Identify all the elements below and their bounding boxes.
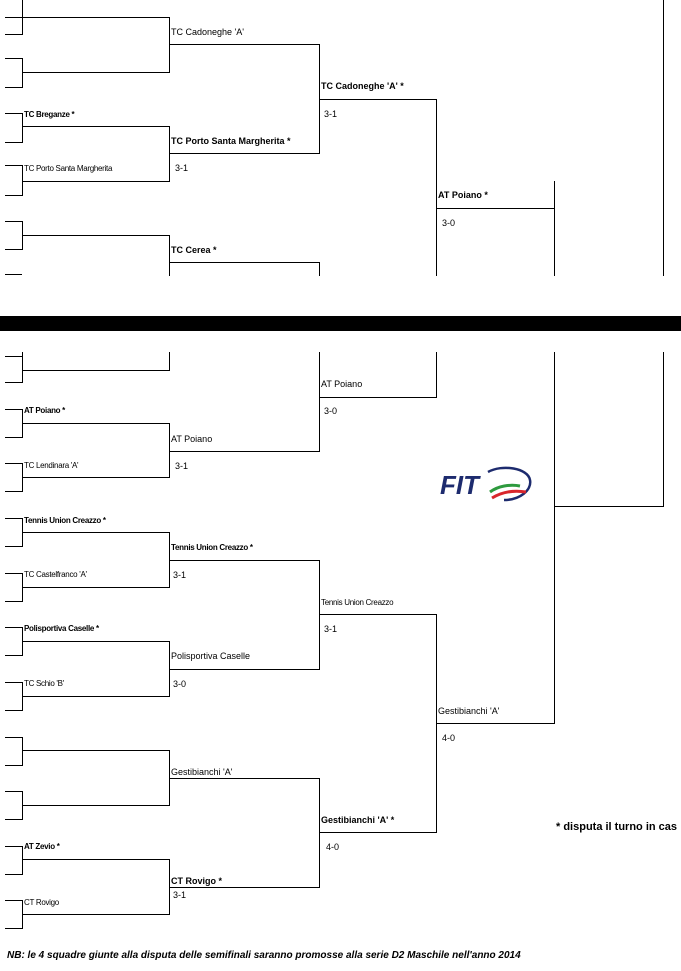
bracket-line bbox=[5, 195, 22, 196]
bracket-line bbox=[169, 352, 170, 371]
fit-logo-text: FIT bbox=[440, 470, 479, 500]
bracket-line bbox=[319, 397, 436, 398]
bracket-line bbox=[319, 262, 320, 276]
bracket-line bbox=[436, 723, 555, 724]
team-label: TC Cadoneghe 'A' * bbox=[321, 81, 404, 91]
match-score: 4-0 bbox=[326, 842, 340, 852]
team-label: Gestibianchi 'A' * bbox=[321, 815, 395, 825]
bracket-line bbox=[319, 560, 320, 670]
bracket-line bbox=[22, 750, 169, 751]
bracket-line bbox=[5, 682, 22, 683]
team-label: Gestibianchi 'A' bbox=[171, 767, 233, 777]
bracket-line bbox=[5, 791, 22, 792]
bracket-line bbox=[169, 126, 170, 182]
bracket-line bbox=[5, 737, 22, 738]
bracket-line bbox=[319, 99, 436, 100]
bracket-line bbox=[5, 437, 22, 438]
bracket-line bbox=[22, 477, 170, 478]
bracket-line bbox=[22, 352, 23, 383]
match-score: 3-0 bbox=[324, 406, 338, 416]
bracket-line bbox=[169, 262, 319, 263]
bracket-line bbox=[22, 126, 169, 127]
team-label: TC Porto Santa Margherita bbox=[24, 164, 113, 173]
bracket-line bbox=[663, 0, 664, 276]
bracket-line bbox=[22, 181, 170, 182]
bracket-line bbox=[436, 352, 437, 398]
match-score: 3-0 bbox=[173, 679, 187, 689]
team-label: AT Poiano * bbox=[438, 190, 488, 200]
bracket-line bbox=[169, 887, 320, 888]
bracket-line bbox=[22, 914, 170, 915]
bracket-line bbox=[22, 737, 23, 766]
team-label: Tennis Union Creazzo * bbox=[171, 543, 253, 552]
bracket-line bbox=[5, 900, 22, 901]
bracket-line bbox=[169, 44, 319, 45]
bracket-line bbox=[319, 832, 437, 833]
bracket-line bbox=[5, 58, 22, 59]
team-label: AT Poiano bbox=[321, 379, 363, 389]
bracket-line bbox=[22, 235, 169, 236]
bracket-line bbox=[5, 274, 22, 275]
bracket-line bbox=[22, 859, 169, 860]
bracket-line bbox=[169, 669, 320, 670]
team-label: Polisportiva Caselle bbox=[171, 651, 251, 661]
team-label: AT Poiano * bbox=[24, 406, 65, 415]
bracket-line bbox=[169, 778, 319, 779]
bracket-line bbox=[22, 805, 170, 806]
bracket-line bbox=[5, 17, 22, 18]
bracket-line bbox=[436, 208, 554, 209]
bracket-line bbox=[22, 641, 169, 642]
team-label: TC Schio 'B' bbox=[24, 679, 64, 688]
bracket-line bbox=[5, 546, 22, 547]
bracket-line bbox=[5, 142, 22, 143]
bracket-line bbox=[5, 518, 22, 519]
section-divider bbox=[0, 316, 681, 331]
bracket-line bbox=[5, 87, 22, 88]
bracket-line bbox=[22, 846, 23, 875]
bracket-line bbox=[5, 113, 22, 114]
team-label: TC Cerea * bbox=[171, 245, 217, 255]
bracket-line bbox=[22, 696, 170, 697]
team-label: AT Poiano bbox=[171, 434, 213, 444]
team-label: AT Zevio * bbox=[24, 842, 60, 851]
team-label: TC Porto Santa Margherita * bbox=[171, 136, 291, 146]
bracket-line bbox=[22, 532, 169, 533]
bracket-line bbox=[22, 58, 23, 88]
team-label: CT Rovigo bbox=[24, 898, 59, 907]
match-score: 4-0 bbox=[442, 733, 456, 743]
match-score: 3-1 bbox=[324, 624, 338, 634]
bracket-line bbox=[5, 249, 22, 250]
bracket-line bbox=[5, 382, 22, 383]
fit-logo bbox=[440, 466, 536, 506]
team-label: CT Rovigo * bbox=[171, 876, 222, 886]
bracket-line bbox=[22, 17, 169, 18]
bracket-line bbox=[5, 874, 22, 875]
bracket-line bbox=[169, 235, 170, 276]
bracket-line bbox=[22, 72, 170, 73]
bracket-line bbox=[436, 99, 437, 276]
bracket-line bbox=[22, 370, 170, 371]
bracket-line bbox=[5, 165, 22, 166]
bracket-line bbox=[319, 614, 436, 615]
bracket-line bbox=[169, 560, 319, 561]
team-label: Tennis Union Creazzo * bbox=[24, 516, 106, 525]
bracket-line bbox=[5, 928, 22, 929]
match-score: 3-1 bbox=[324, 109, 338, 119]
bracket-line bbox=[169, 451, 320, 452]
bracket-line bbox=[5, 627, 22, 628]
match-score: 3-0 bbox=[442, 218, 456, 228]
team-label: TC Breganze * bbox=[24, 110, 75, 119]
bracket-line bbox=[554, 352, 555, 724]
team-label: Polisportiva Caselle * bbox=[24, 624, 99, 633]
bracket-line bbox=[169, 17, 170, 73]
bracket-line bbox=[5, 463, 22, 464]
bracket-line bbox=[5, 34, 22, 35]
bracket-line bbox=[22, 113, 23, 143]
match-score: 3-1 bbox=[175, 163, 189, 173]
bracket-line bbox=[22, 587, 170, 588]
bracket-line bbox=[5, 409, 22, 410]
bracket-line bbox=[5, 710, 22, 711]
match-score: 3-1 bbox=[173, 890, 187, 900]
bracket-line bbox=[5, 819, 22, 820]
team-label: TC Cadoneghe 'A' bbox=[171, 27, 244, 37]
bracket-line bbox=[5, 655, 22, 656]
bracket-line bbox=[5, 356, 22, 357]
legend-note: * disputa il turno in cas bbox=[556, 821, 678, 833]
fit-logo-graphic bbox=[440, 466, 536, 506]
bracket-line bbox=[5, 573, 22, 574]
bracket-line bbox=[5, 846, 22, 847]
bracket-line bbox=[5, 765, 22, 766]
footer-note: NB: le 4 squadre giunte alla disputa delle semifinali saranno promosse alla serie D2 Maschile nell'anno 2014 bbox=[7, 950, 521, 961]
bracket-line bbox=[5, 491, 22, 492]
bracket-line bbox=[319, 352, 320, 452]
team-label: Gestibianchi 'A' bbox=[438, 706, 500, 716]
bracket-line bbox=[554, 506, 664, 507]
bracket-line bbox=[5, 601, 22, 602]
team-label: TC Castelfranco 'A' bbox=[24, 570, 87, 579]
bracket-line bbox=[5, 221, 22, 222]
team-label: TC Lendinara 'A' bbox=[24, 461, 79, 470]
match-score: 3-1 bbox=[173, 570, 187, 580]
bracket-line bbox=[319, 778, 320, 888]
bracket-line bbox=[663, 352, 664, 507]
bracket-line bbox=[554, 181, 555, 276]
team-label: Tennis Union Creazzo bbox=[321, 598, 394, 607]
bracket-line bbox=[22, 423, 169, 424]
bracket-line bbox=[169, 153, 320, 154]
match-score: 3-1 bbox=[175, 461, 189, 471]
